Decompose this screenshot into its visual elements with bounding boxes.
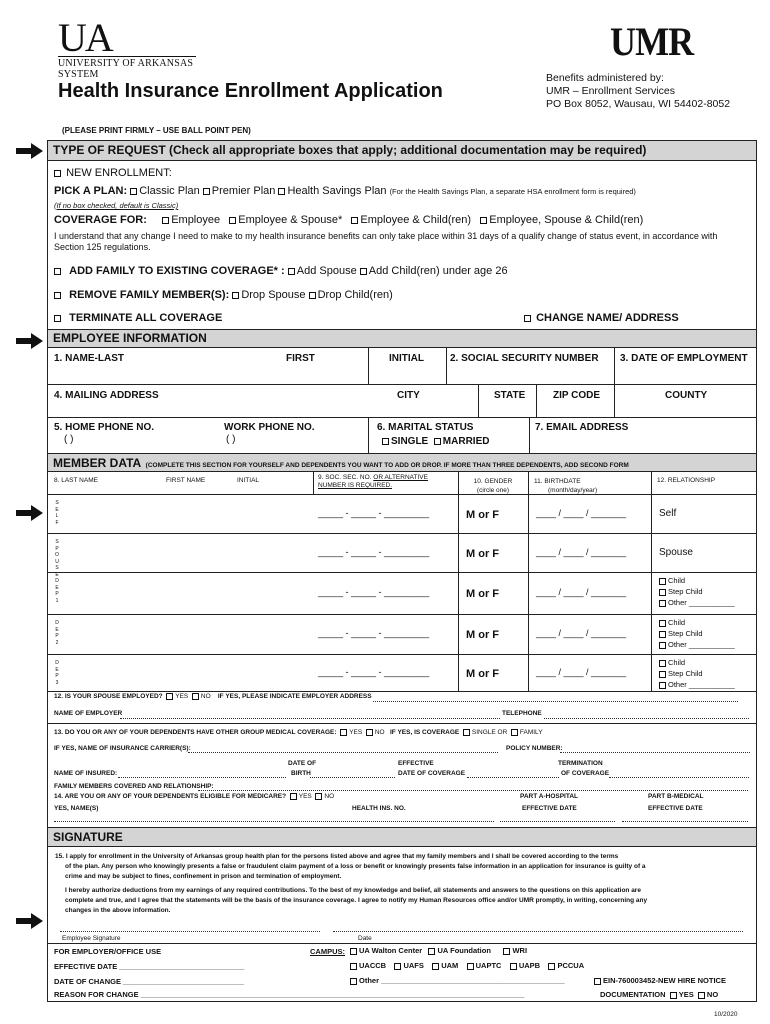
- administrator-info: [546, 72, 730, 111]
- home-phone-input[interactable]: ( ): [64, 434, 74, 445]
- col-ssn-req: NUMBER IS REQUIRED.: [318, 482, 393, 489]
- family-label: FAMILY: [519, 729, 543, 737]
- ua-logo-subtitle: UNIVERSITY OF ARKANSAS SYSTEM: [58, 56, 196, 80]
- checkbox-icon[interactable]: [434, 438, 441, 445]
- employee-signature-label: Employee Signature: [62, 935, 121, 942]
- drop-spouse-label: Drop Spouse: [241, 289, 306, 301]
- plan-hsa-label: Health Savings Plan: [287, 185, 387, 197]
- effective-date-a-label: EFFECTIVE DATE: [522, 805, 577, 812]
- relationship-option-label: Other ___________: [668, 680, 735, 689]
- member-row-side-label: D E P 3: [55, 660, 59, 686]
- coverage-employee-label: Employee: [171, 214, 221, 226]
- column-divider: [528, 572, 529, 614]
- col-birthdate: [534, 477, 597, 495]
- relationship-option[interactable]: [659, 668, 735, 679]
- form-version: 10/2020: [714, 1011, 738, 1018]
- column-divider: [528, 494, 529, 533]
- relationship-option[interactable]: [659, 586, 735, 597]
- telephone-label: TELEPHONE: [502, 710, 542, 717]
- checkbox-icon[interactable]: [463, 729, 470, 736]
- relationship-options: [659, 657, 735, 690]
- office-use-label: FOR EMPLOYER/OFFICE USE: [54, 947, 162, 956]
- checkbox-icon[interactable]: [428, 948, 435, 955]
- ssn-input[interactable]: _____ - _____ - _________: [318, 587, 430, 597]
- checkbox-icon[interactable]: [394, 963, 401, 970]
- gender-select[interactable]: M or F: [466, 588, 499, 600]
- birthdate-input[interactable]: ____ / ____ / _______: [536, 547, 627, 557]
- add-family-row: [54, 265, 508, 277]
- remove-family-label: REMOVE FAMILY MEMBER(S):: [69, 289, 230, 301]
- checkbox-icon[interactable]: [659, 642, 666, 649]
- relationship-option-label: Step Child: [668, 669, 703, 678]
- statement-line: changes in the above information.: [65, 907, 171, 914]
- checkbox-icon[interactable]: [511, 729, 518, 736]
- yes-label: YES: [175, 693, 189, 701]
- employee-info-heading: EMPLOYEE INFORMATION: [48, 329, 756, 348]
- walton-label: UA Walton Center: [359, 946, 423, 955]
- carrier-label: IF YES, NAME OF INSURANCE CARRIER(S):: [54, 745, 191, 752]
- campus-label: CAMPUS:: [310, 947, 345, 956]
- column-divider: [458, 614, 459, 654]
- city-label: CITY: [397, 390, 420, 401]
- relationship-option-label: Other ___________: [668, 598, 735, 607]
- arrow-icon: [16, 505, 44, 521]
- add-spouse-label: Add Spouse: [296, 265, 357, 277]
- uafs-label: UAFS: [403, 961, 424, 970]
- col-ssn-label: 9. SOC. SEC. NO.: [318, 474, 372, 481]
- checkbox-icon[interactable]: [659, 660, 666, 667]
- date-employment-label: 3. DATE OF EMPLOYMENT: [620, 353, 748, 364]
- birth-label: BIRTH: [291, 770, 311, 777]
- column-divider: [528, 654, 529, 691]
- column-divider: [651, 572, 652, 614]
- relationship-value: Self: [659, 508, 677, 519]
- checkbox-icon[interactable]: [659, 682, 666, 689]
- q13-label: 13. DO YOU OR ANY OF YOUR DEPENDENTS HAVE OTHER GROUP MEDICAL COVERAGE:: [54, 729, 337, 737]
- plan-hsa-option[interactable]: [278, 185, 386, 197]
- column-divider: [651, 614, 652, 654]
- hsa-note: (For the Health Savings Plan, a separate HSA enrollment form is required): [389, 187, 636, 196]
- checkbox-icon[interactable]: [432, 963, 439, 970]
- checkbox-icon[interactable]: [524, 315, 531, 322]
- checkbox-icon[interactable]: [192, 693, 199, 700]
- change-name-option[interactable]: [524, 312, 679, 324]
- column-divider: [651, 533, 652, 572]
- birthdate-input[interactable]: ____ / ____ / _______: [536, 628, 627, 638]
- gender-select[interactable]: M or F: [466, 509, 499, 521]
- ssn-input[interactable]: _____ - _____ - _________: [318, 628, 430, 638]
- relationship-option-label: Step Child: [668, 629, 703, 638]
- relationship-option-label: Child: [668, 658, 686, 667]
- initial-label: INITIAL: [389, 353, 424, 364]
- no-label: NO: [374, 729, 385, 737]
- checkbox-icon[interactable]: [54, 315, 61, 322]
- admin-line: Benefits administered by:: [546, 72, 664, 84]
- effective-date-b-label: EFFECTIVE DATE: [648, 805, 703, 812]
- checkbox-icon[interactable]: [360, 268, 367, 275]
- health-ins-label: HEALTH INS. NO.: [352, 805, 406, 812]
- coverage-spouse-label: Employee & Spouse*: [238, 214, 343, 226]
- mailing-address-label: 4. MAILING ADDRESS: [54, 390, 159, 401]
- checkbox-icon[interactable]: [659, 631, 666, 638]
- relationship-option[interactable]: [659, 639, 735, 650]
- col-relationship: 12. RELATIONSHIP: [657, 477, 716, 484]
- work-phone-input[interactable]: ( ): [226, 434, 236, 445]
- column-divider: [458, 654, 459, 691]
- checkbox-icon[interactable]: [382, 438, 389, 445]
- policy-label: POLICY NUMBER:: [506, 745, 563, 752]
- arrow-icon: [16, 333, 44, 349]
- relationship-option-label: Child: [668, 618, 686, 627]
- checkbox-icon[interactable]: [350, 978, 357, 985]
- column-divider: [528, 533, 529, 572]
- enrollment-form: [47, 140, 757, 1002]
- statement-line: I hereby authorize deductions from my earnings of any required contributions. To the best of my knowledge and belief, all statements and answers to the questions on this application are: [65, 887, 641, 894]
- county-label: COUNTY: [665, 390, 708, 401]
- statement-line: of the plan. Any person who knowingly presents a false or fraudulent claim payment of a loss or benefit or knowingly presents false information in an application for insurance is guilty of a: [65, 863, 646, 870]
- yes-label: YES: [298, 793, 312, 801]
- checkbox-icon[interactable]: [351, 217, 358, 224]
- ein-label: EIN-760003452-NEW HIRE NOTICE: [603, 976, 726, 985]
- relationship-options: [659, 575, 735, 608]
- add-family-label: ADD FAMILY TO EXISTING COVERAGE* :: [69, 265, 285, 277]
- uaccb-label: UACCB: [359, 961, 387, 970]
- checkbox-icon[interactable]: [130, 188, 137, 195]
- remove-family-row: [54, 289, 393, 301]
- checkbox-icon[interactable]: [232, 292, 239, 299]
- ssn-input[interactable]: _____ - _____ - _________: [318, 547, 430, 557]
- plan-classic-option[interactable]: [130, 185, 200, 197]
- umr-logo: UMR: [610, 19, 694, 64]
- checkbox-icon[interactable]: [548, 963, 555, 970]
- col-birth-sub: (month/day/year): [548, 487, 598, 494]
- checkbox-icon[interactable]: [670, 992, 677, 999]
- signature-date-label: Date: [358, 935, 372, 942]
- ein-notice: [594, 976, 726, 985]
- coverage-spouse-option[interactable]: [229, 214, 342, 226]
- pccua-label: PCCUA: [557, 961, 585, 970]
- relationship-option[interactable]: [659, 597, 735, 608]
- birthdate-input[interactable]: ____ / ____ / _______: [536, 508, 627, 518]
- member-data-heading: [48, 453, 756, 472]
- row-divider: [48, 572, 756, 573]
- uapb-label: UAPB: [518, 961, 541, 970]
- wri-label: WRI: [512, 946, 528, 955]
- gender-select[interactable]: M or F: [466, 548, 499, 560]
- checkbox-icon[interactable]: [366, 729, 373, 736]
- ssn-label: 2. SOCIAL SECURITY NUMBER: [450, 353, 599, 364]
- foundation-label: UA Foundation: [437, 946, 491, 955]
- coverage-child-label: Employee & Child(ren): [360, 214, 472, 226]
- checkbox-icon[interactable]: [340, 729, 347, 736]
- relationship-option-label: Other ___________: [668, 640, 735, 649]
- date-of-change[interactable]: DATE OF CHANGE _____________________________: [54, 977, 244, 986]
- checkbox-icon[interactable]: [350, 963, 357, 970]
- single-or-label: SINGLE OR: [471, 729, 508, 737]
- marital-options: [382, 436, 489, 447]
- checkbox-icon[interactable]: [166, 693, 173, 700]
- column-divider: [651, 494, 652, 533]
- type-of-request-heading: TYPE OF REQUEST (Check all appropriate boxes that apply; additional documentation may be required): [48, 141, 756, 161]
- checkbox-icon[interactable]: [350, 948, 357, 955]
- col-birth-label: 11. BIRTHDATE: [534, 478, 581, 485]
- zip-label: ZIP CODE: [553, 390, 601, 401]
- col-gender: [463, 477, 523, 495]
- member-row-side-label: D E P 1: [55, 578, 59, 604]
- relationship-option[interactable]: [659, 657, 735, 668]
- checkbox-icon[interactable]: [467, 963, 474, 970]
- page-title: Health Insurance Enrollment Application: [58, 80, 443, 102]
- checkbox-icon[interactable]: [659, 671, 666, 678]
- checkbox-icon[interactable]: [594, 978, 601, 985]
- column-divider: [651, 654, 652, 691]
- checkbox-icon[interactable]: [54, 268, 61, 275]
- new-enrollment-option[interactable]: [54, 167, 172, 179]
- new-enrollment-label: NEW ENROLLMENT:: [66, 167, 172, 179]
- column-divider: [458, 494, 459, 533]
- effective-label: EFFECTIVE: [398, 760, 434, 767]
- of-coverage-label: OF COVERAGE: [561, 770, 610, 777]
- col-gender-sub: (circle one): [476, 487, 510, 494]
- checkbox-icon[interactable]: [659, 589, 666, 596]
- q13-if-label: IF YES, IS COVERAGE: [390, 729, 460, 737]
- checkbox-icon[interactable]: [659, 620, 666, 627]
- terminate-label: TERMINATE ALL COVERAGE: [69, 312, 223, 324]
- plan-premier-label: Premier Plan: [211, 185, 276, 197]
- pick-plan-label: PICK A PLAN:: [54, 185, 128, 197]
- coverage-employee-option[interactable]: [162, 214, 220, 226]
- checkbox-icon[interactable]: [480, 217, 487, 224]
- member-row-side-label: D E P 2: [55, 620, 59, 646]
- state-label: STATE: [494, 390, 526, 401]
- checkbox-icon[interactable]: [229, 217, 236, 224]
- checkbox-icon[interactable]: [510, 963, 517, 970]
- q12-label: 12. IS YOUR SPOUSE EMPLOYED?: [54, 693, 163, 701]
- authorization-statement: [65, 886, 647, 916]
- terminate-option[interactable]: [54, 312, 222, 324]
- coverage-for-label: COVERAGE FOR:: [54, 214, 147, 226]
- checkbox-icon[interactable]: [162, 217, 169, 224]
- name-last-label: 1. NAME-LAST: [54, 353, 124, 364]
- ssn-input[interactable]: _____ - _____ - _________: [318, 667, 430, 677]
- col-last-name: 8. LAST NAME: [54, 477, 98, 484]
- checkbox-icon[interactable]: [54, 292, 61, 299]
- pick-plan-row: [54, 185, 636, 197]
- arrow-icon: [16, 913, 44, 929]
- checkbox-icon[interactable]: [315, 793, 322, 800]
- relationship-option-label: Step Child: [668, 587, 703, 596]
- checkbox-icon[interactable]: [309, 292, 316, 299]
- work-phone-label: WORK PHONE NO.: [224, 422, 315, 433]
- coverage-for-row: [54, 214, 643, 226]
- part-a-label: PART A-HOSPITAL: [520, 793, 579, 800]
- office-effective-date[interactable]: EFFECTIVE DATE ______________________________: [54, 962, 245, 971]
- q13-row: [54, 729, 543, 736]
- uam-label: UAM: [441, 961, 459, 970]
- relationship-option[interactable]: [659, 679, 735, 690]
- coverage-family-option[interactable]: [480, 214, 643, 226]
- signature-heading: SIGNATURE: [48, 827, 756, 847]
- checkbox-icon[interactable]: [698, 992, 705, 999]
- other-label: Other ____________________________________________: [359, 976, 565, 985]
- marital-status-label: 6. MARITAL STATUS: [377, 422, 474, 433]
- date-signature-line[interactable]: [333, 931, 743, 932]
- change-regulation-note: I understand that any change I need to make to my health insurance benefits can only take place within 31 days of a qualify change of status event, in accordance with Section 125 regulations.: [54, 231, 718, 252]
- relationship-option-label: Child: [668, 576, 686, 585]
- documentation-row: [598, 990, 718, 999]
- ssn-input[interactable]: _____ - _____ - _________: [318, 508, 430, 518]
- uaptc-label: UAPTC: [475, 961, 502, 970]
- yes-label: YES: [349, 729, 363, 737]
- relationship-options: [659, 617, 735, 650]
- row-divider: [48, 654, 756, 655]
- statement-line: crime and may be subject to fines, confinement in prison and termination of employment.: [65, 873, 342, 880]
- checkbox-icon[interactable]: [54, 170, 61, 177]
- checkbox-icon[interactable]: [503, 948, 510, 955]
- coverage-family-label: Employee, Spouse & Child(ren): [489, 214, 644, 226]
- enrollment-statement: [55, 852, 646, 882]
- coverage-child-option[interactable]: [351, 214, 471, 226]
- employee-signature-line[interactable]: [60, 931, 320, 932]
- relationship-value: Spouse: [659, 547, 693, 558]
- column-divider: [458, 572, 459, 614]
- change-name-label: CHANGE NAME/ ADDRESS: [536, 312, 679, 324]
- single-label: SINGLE: [391, 436, 429, 447]
- no-label: NO: [324, 793, 335, 801]
- campus-other: [350, 976, 565, 985]
- col-ssn: [318, 474, 428, 490]
- default-plan-note: (If no box checked, default is Classic): [54, 201, 179, 210]
- date-coverage-label: DATE OF COVERAGE: [398, 770, 466, 777]
- documentation-label: DOCUMENTATION: [600, 990, 666, 999]
- married-label: MARRIED: [442, 436, 490, 447]
- col-gender-label: 10. GENDER: [473, 478, 513, 485]
- drop-child-label: Drop Child(ren): [317, 289, 393, 301]
- checkbox-icon[interactable]: [278, 188, 285, 195]
- termination-label: TERMINATION: [558, 760, 603, 767]
- name-insured-label: NAME OF INSURED:: [54, 770, 118, 777]
- no-label: NO: [200, 693, 211, 701]
- campus-row-2: [350, 961, 584, 970]
- member-data-title: MEMBER DATA: [53, 456, 142, 470]
- yes-label: YES: [678, 990, 694, 999]
- admin-line: UMR – Enrollment Services: [546, 85, 675, 97]
- gender-select[interactable]: M or F: [466, 629, 499, 641]
- member-data-note: (COMPLETE THIS SECTION FOR YOURSELF AND DEPENDENTS YOU WANT TO ADD OR DROP. IF MORE THAN THREE DEPENDENTS, ADD SECOND FORM: [145, 462, 629, 469]
- column-divider: [528, 614, 529, 654]
- reason-for-change[interactable]: REASON FOR CHANGE ____________________________________________________________________________________________: [54, 990, 525, 999]
- member-row-side-label: S P O U S E: [55, 539, 59, 578]
- campus-row-1: [350, 946, 527, 955]
- column-divider: [458, 533, 459, 572]
- birthdate-input[interactable]: ____ / ____ / _______: [536, 667, 627, 677]
- checkbox-icon[interactable]: [203, 188, 210, 195]
- q14-row: [54, 793, 334, 800]
- col-ssn-alt: OR ALTERNATIVE: [373, 474, 428, 481]
- date-of-label: DATE OF: [288, 760, 317, 767]
- col-first-name: FIRST NAME: [166, 477, 206, 484]
- checkbox-icon[interactable]: [659, 578, 666, 585]
- arrow-icon: [16, 143, 44, 159]
- row-divider: [48, 533, 756, 534]
- admin-line: PO Box 8052, Wausau, WI 54402-8052: [546, 98, 731, 110]
- relationship-option[interactable]: [659, 575, 735, 586]
- member-row-side-label: S E L F: [55, 500, 59, 526]
- q12-row: [54, 693, 372, 700]
- checkbox-icon[interactable]: [659, 600, 666, 607]
- plan-premier-option[interactable]: [203, 185, 276, 197]
- checkbox-icon[interactable]: [288, 268, 295, 275]
- home-phone-label: 5. HOME PHONE NO.: [54, 422, 155, 433]
- q12-if-label: IF YES, PLEASE INDICATE EMPLOYER ADDRESS: [217, 693, 372, 701]
- add-child-label: Add Child(ren) under age 26: [368, 265, 508, 277]
- relationship-option[interactable]: [659, 628, 735, 639]
- q14-label: 14. ARE YOU OR ANY OF YOUR DEPENDENTS ELIGIBLE FOR MEDICARE?: [54, 793, 287, 801]
- checkbox-icon[interactable]: [290, 793, 297, 800]
- statement-line: 15. I apply for enrollment in the University of Arkansas group health plan for the persons listed above and agree that my family members and I shall be covered according to the terms: [55, 853, 619, 860]
- statement-line: complete and true, and I agree that the statements will be the basis of the insurance coverage. I agree to notify my Human Resources office and/or UMR promptly, in writing, concerning any: [65, 897, 648, 904]
- part-b-label: PART B-MEDICAL: [648, 793, 704, 800]
- first-name-label: FIRST: [286, 353, 315, 364]
- ua-logo: UA: [58, 15, 112, 60]
- row-divider: [48, 614, 756, 615]
- col-initial: INITIAL: [237, 477, 260, 484]
- family-covered-label: FAMILY MEMBERS COVERED AND RELATIONSHIP:: [54, 783, 214, 790]
- yes-names-label: YES, NAME(S): [54, 805, 99, 812]
- print-instruction: (PLEASE PRINT FIRMLY – USE BALL POINT PEN): [62, 126, 251, 135]
- relationship-option[interactable]: [659, 617, 735, 628]
- employer-name-label: NAME OF EMPLOYER: [54, 710, 123, 717]
- email-label: 7. EMAIL ADDRESS: [535, 422, 629, 433]
- plan-classic-label: Classic Plan: [139, 185, 200, 197]
- birthdate-input[interactable]: ____ / ____ / _______: [536, 587, 627, 597]
- no-label: NO: [706, 990, 719, 999]
- row-divider: [48, 691, 756, 692]
- gender-select[interactable]: M or F: [466, 668, 499, 680]
